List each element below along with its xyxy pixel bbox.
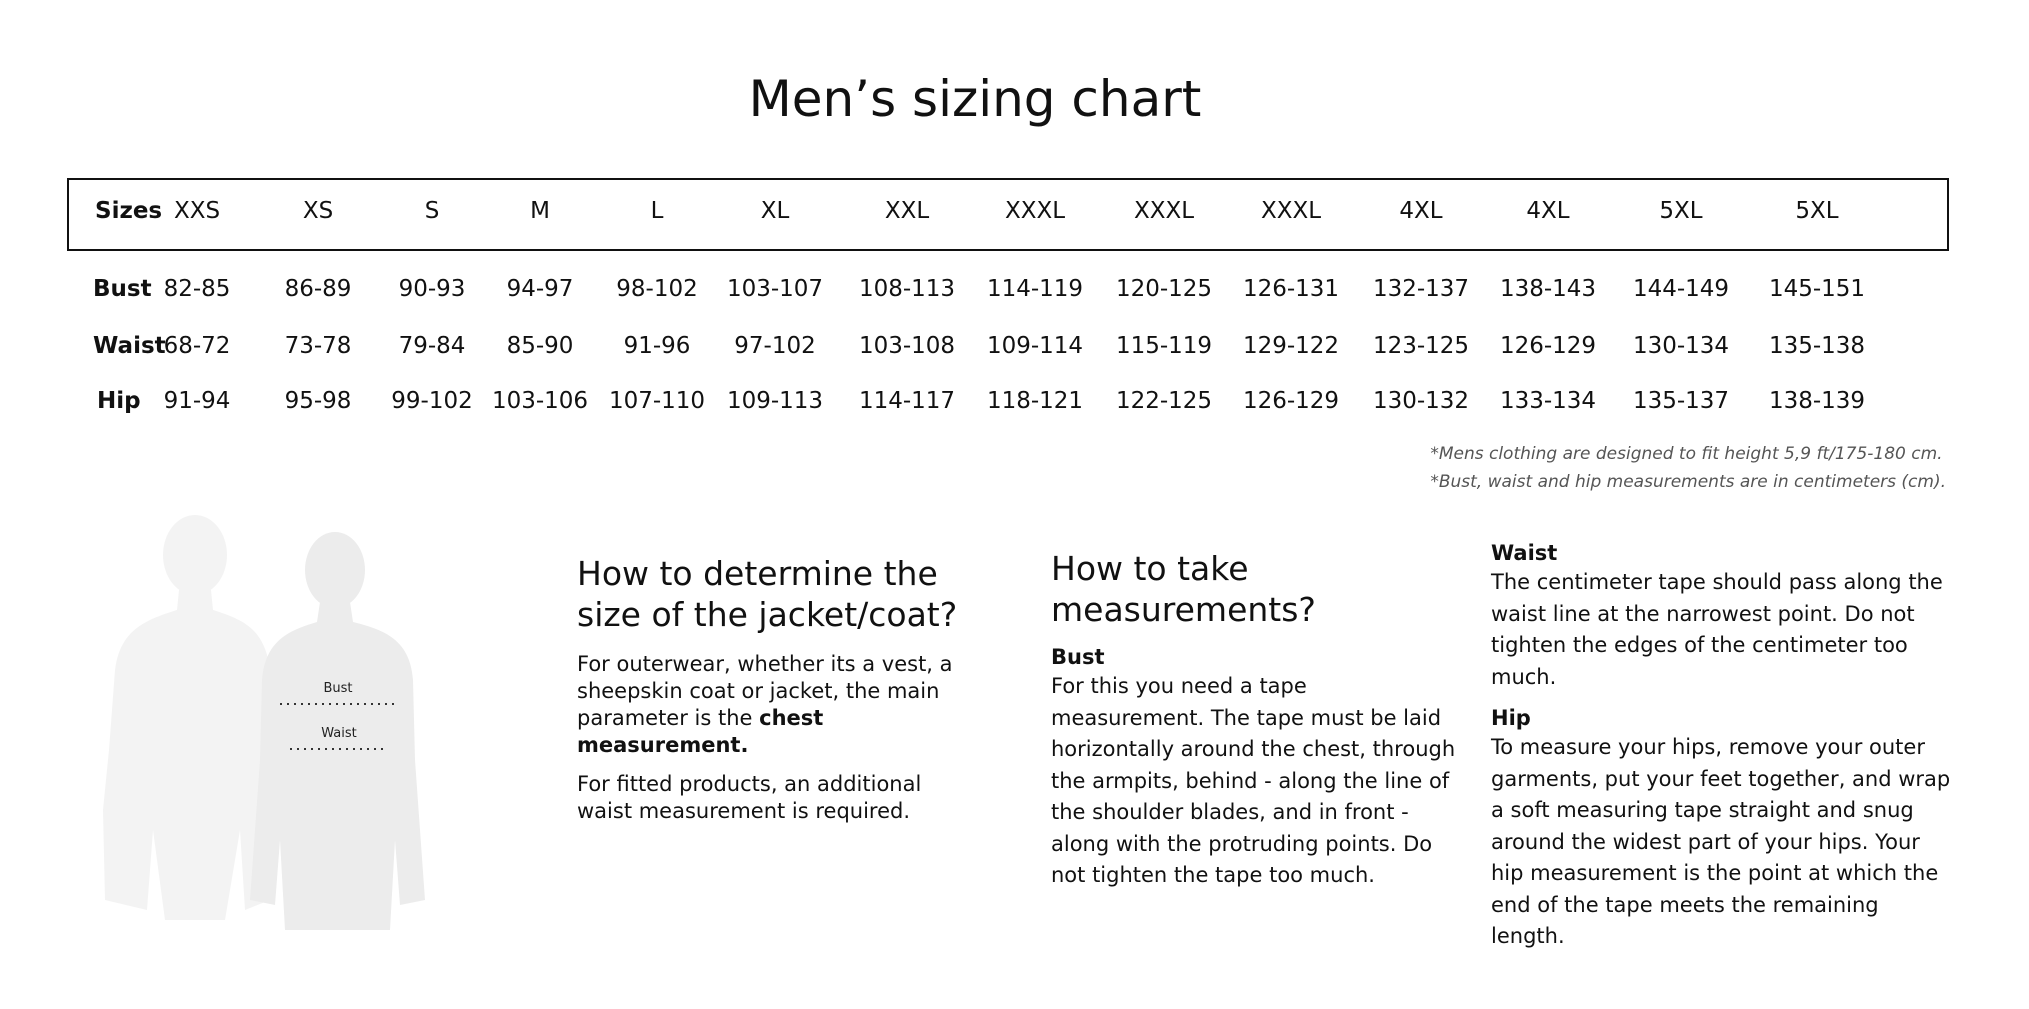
size-header-cell: XXXL — [1133, 198, 1195, 224]
measurement-cell: 99-102 — [391, 388, 473, 414]
measurement-cell: 120-125 — [1115, 276, 1213, 302]
measurement-cell: 86-89 — [284, 276, 352, 302]
bust-label: Bust — [323, 681, 353, 696]
size-header-cell: 4XL — [1526, 198, 1570, 224]
size-header-cell: XL — [760, 198, 790, 224]
size-header-cell: XXXL — [1004, 198, 1066, 224]
measurement-cell: 114-117 — [858, 388, 956, 414]
notes — [1430, 440, 1946, 496]
measurement-cell: 138-139 — [1768, 388, 1866, 414]
measurement-cell: 107-110 — [608, 388, 706, 414]
measurement-cell: 126-131 — [1242, 276, 1340, 302]
measurement-cell: 122-125 — [1115, 388, 1213, 414]
measurement-cell: 94-97 — [506, 276, 574, 302]
measurement-cell: 108-113 — [858, 276, 956, 302]
measurements-heading: How to take measurements? — [1051, 549, 1316, 629]
body-silhouette-figure — [95, 510, 455, 930]
measurement-cell: 115-119 — [1115, 333, 1213, 359]
measurement-cell: 85-90 — [506, 333, 574, 359]
measurement-cell: 95-98 — [284, 388, 352, 414]
size-header-cell: XXXL — [1260, 198, 1322, 224]
measurement-cell: 138-143 — [1499, 276, 1597, 302]
measurement-cell: 135-138 — [1768, 333, 1866, 359]
measurement-cell: 133-134 — [1499, 388, 1597, 414]
row-label-bust: Bust — [93, 276, 152, 302]
measurement-cell: 123-125 — [1372, 333, 1470, 359]
measurement-cell: 103-107 — [726, 276, 824, 302]
measurements-section — [1051, 548, 1461, 904]
size-header-cell: XS — [302, 198, 334, 224]
measurement-cell: 90-93 — [398, 276, 466, 302]
measurement-cell: 82-85 — [163, 276, 231, 302]
measurement-cell: 145-151 — [1768, 276, 1866, 302]
hip-text: To measure your hips, remove your outer garments, put your feet together, and wrap a soft measuring tape straight and snug around the widest part of your hips. Your hip measurement is the point at which the end of the tape meets the remaining length. — [1491, 735, 1951, 948]
size-header-cell: XXS — [173, 198, 221, 224]
jacket-heading: How to determine the size of the jacket/coat? — [577, 554, 958, 634]
jacket-paragraph-2: For fitted products, an additional waist measurement is required. — [577, 772, 922, 823]
note-height: *Mens clothing are designed to fit height 5,9 ft/175-180 cm. — [1430, 444, 1943, 464]
size-header-cell: S — [424, 198, 440, 224]
size-header-cell: XXL — [884, 198, 930, 224]
measurement-cell: 68-72 — [163, 333, 231, 359]
note-units: *Bust, waist and hip measurements are in centimeters (cm). — [1430, 472, 1946, 492]
waist-label: Waist — [321, 726, 357, 741]
measurement-cell: 132-137 — [1372, 276, 1470, 302]
measurement-cell: 114-119 — [986, 276, 1084, 302]
measurement-cell: 91-94 — [163, 388, 231, 414]
measurement-cell: 98-102 — [616, 276, 698, 302]
bust-text: For this you need a tape measurement. The tape must be laid horizontally around the chest, through the armpits, behind - along the line of the shoulder blades, and in front - along with the protruding points. Do not tighten the tape too much. — [1051, 674, 1456, 887]
waist-hip-section — [1491, 540, 1951, 965]
measurement-cell: 109-114 — [986, 333, 1084, 359]
measurement-cell: 126-129 — [1242, 388, 1340, 414]
jacket-p1-text: For outerwear, whether its a vest, a sheepskin coat or jacket, the main parameter is the — [577, 652, 953, 730]
hip-title: Hip — [1491, 706, 1531, 730]
size-header-cell: 5XL — [1659, 198, 1703, 224]
bust-title: Bust — [1051, 645, 1105, 669]
size-header-cell: M — [530, 198, 550, 224]
row-label-waist: Waist — [93, 333, 166, 359]
measurement-cell: 103-108 — [858, 333, 956, 359]
back-silhouette — [103, 515, 277, 920]
measurement-cell: 130-134 — [1632, 333, 1730, 359]
jacket-paragraph-1 — [577, 651, 977, 759]
measurement-cell: 79-84 — [398, 333, 466, 359]
measurement-cell: 109-113 — [726, 388, 824, 414]
waist-title: Waist — [1491, 541, 1558, 565]
jacket-p1-bold: chest measurement. — [577, 706, 824, 757]
measurement-cell: 144-149 — [1632, 276, 1730, 302]
jacket-section — [577, 553, 977, 837]
measurement-cell: 91-96 — [623, 333, 691, 359]
sizes-header-label: Sizes — [95, 198, 163, 224]
measurement-cell: 97-102 — [734, 333, 816, 359]
measurement-cell: 73-78 — [284, 333, 352, 359]
page-title: Men’s sizing chart — [748, 70, 1202, 128]
waist-text: The centimeter tape should pass along the waist line at the narrowest point. Do not tighten the edges of the centimeter too much. — [1491, 570, 1943, 689]
size-header-cell: 5XL — [1795, 198, 1839, 224]
measurement-cell: 129-122 — [1242, 333, 1340, 359]
measurement-cell: 135-137 — [1632, 388, 1730, 414]
size-header-cell: 4XL — [1399, 198, 1443, 224]
measurement-cell: 126-129 — [1499, 333, 1597, 359]
size-header-cell: L — [650, 198, 664, 224]
row-label-hip: Hip — [97, 388, 141, 414]
measurement-cell: 130-132 — [1372, 388, 1470, 414]
measurement-cell: 118-121 — [986, 388, 1084, 414]
measurement-cell: 103-106 — [491, 388, 589, 414]
